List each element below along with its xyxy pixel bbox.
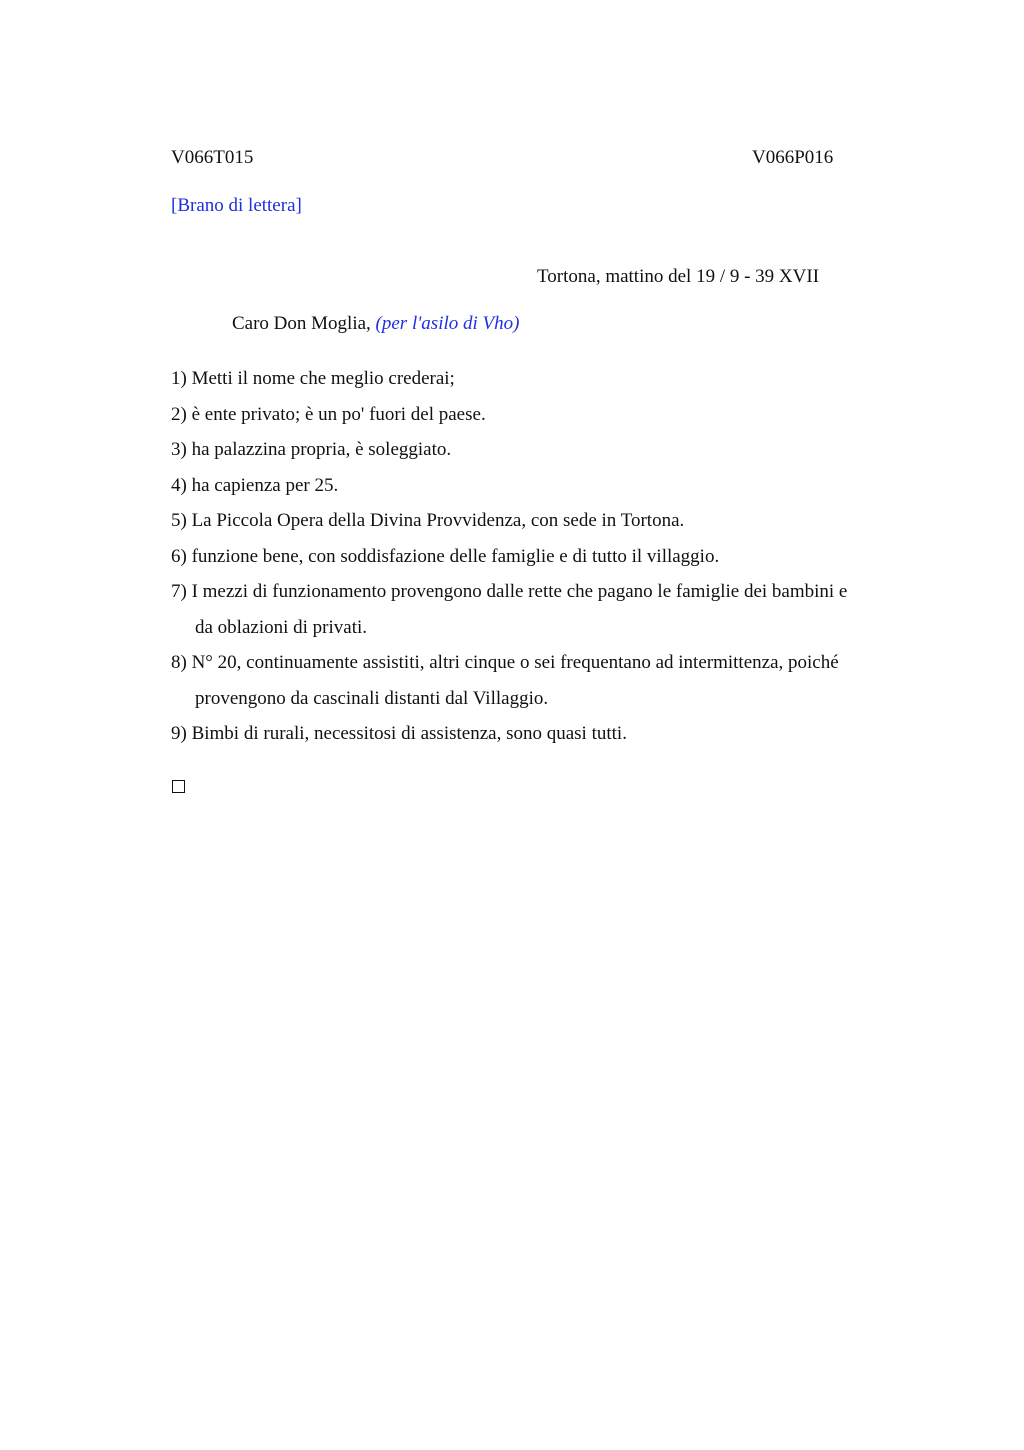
list-item-text: 1) Metti il nome che meglio crederai; (171, 368, 455, 389)
document-heading: [Brano di lettera] (171, 195, 302, 216)
list-item-continuation: provengono da cascinali distanti dal Villaggio. (195, 687, 549, 709)
list-item (171, 361, 931, 397)
salutation (232, 313, 519, 335)
numbered-list (171, 361, 931, 752)
list-item (171, 574, 931, 645)
list-item-text: 6) funzione bene, con soddisfazione delle famiglie e di tutto il villaggio. (171, 545, 720, 567)
salutation-text: Caro Don Moglia, (232, 313, 371, 334)
list-item-text: 8) N° 20, continuamente assistiti, altri cinque o sei frequentano ad intermittenza, poiché (171, 652, 839, 673)
list-item (171, 432, 931, 468)
list-item (171, 468, 931, 504)
list-item-continuation: da oblazioni di privati. (195, 616, 368, 638)
dateline: Tortona, mattino del 19 / 9 - 39 XVII (537, 266, 820, 287)
document-code-left: V066T015 (171, 147, 254, 168)
list-item (171, 539, 931, 575)
list-item-text: 7) I mezzi di funzionamento provengono dalle rette che pagano le famiglie dei bambini e (171, 581, 848, 602)
list-item-text: 5) La Piccola Opera della Divina Provvidenza, con sede in Tortona. (171, 510, 685, 531)
list-item-text: 4) ha capienza per 25. (171, 474, 339, 496)
list-item (171, 645, 931, 716)
list-item (171, 397, 931, 433)
list-item-text: 3) ha palazzina propria, è soleggiato. (171, 439, 452, 460)
list-item-text: 2) è ente privato; è un po' fuori del paese. (171, 403, 486, 425)
square-icon (172, 780, 185, 793)
list-item (171, 503, 931, 539)
document-code-right: V066P016 (752, 147, 834, 168)
list-item (171, 716, 931, 752)
salutation-note: (per l'asilo di Vho) (375, 313, 520, 334)
list-item-text: 9) Bimbi di rurali, necessitosi di assistenza, sono quasi tutti. (171, 723, 627, 744)
